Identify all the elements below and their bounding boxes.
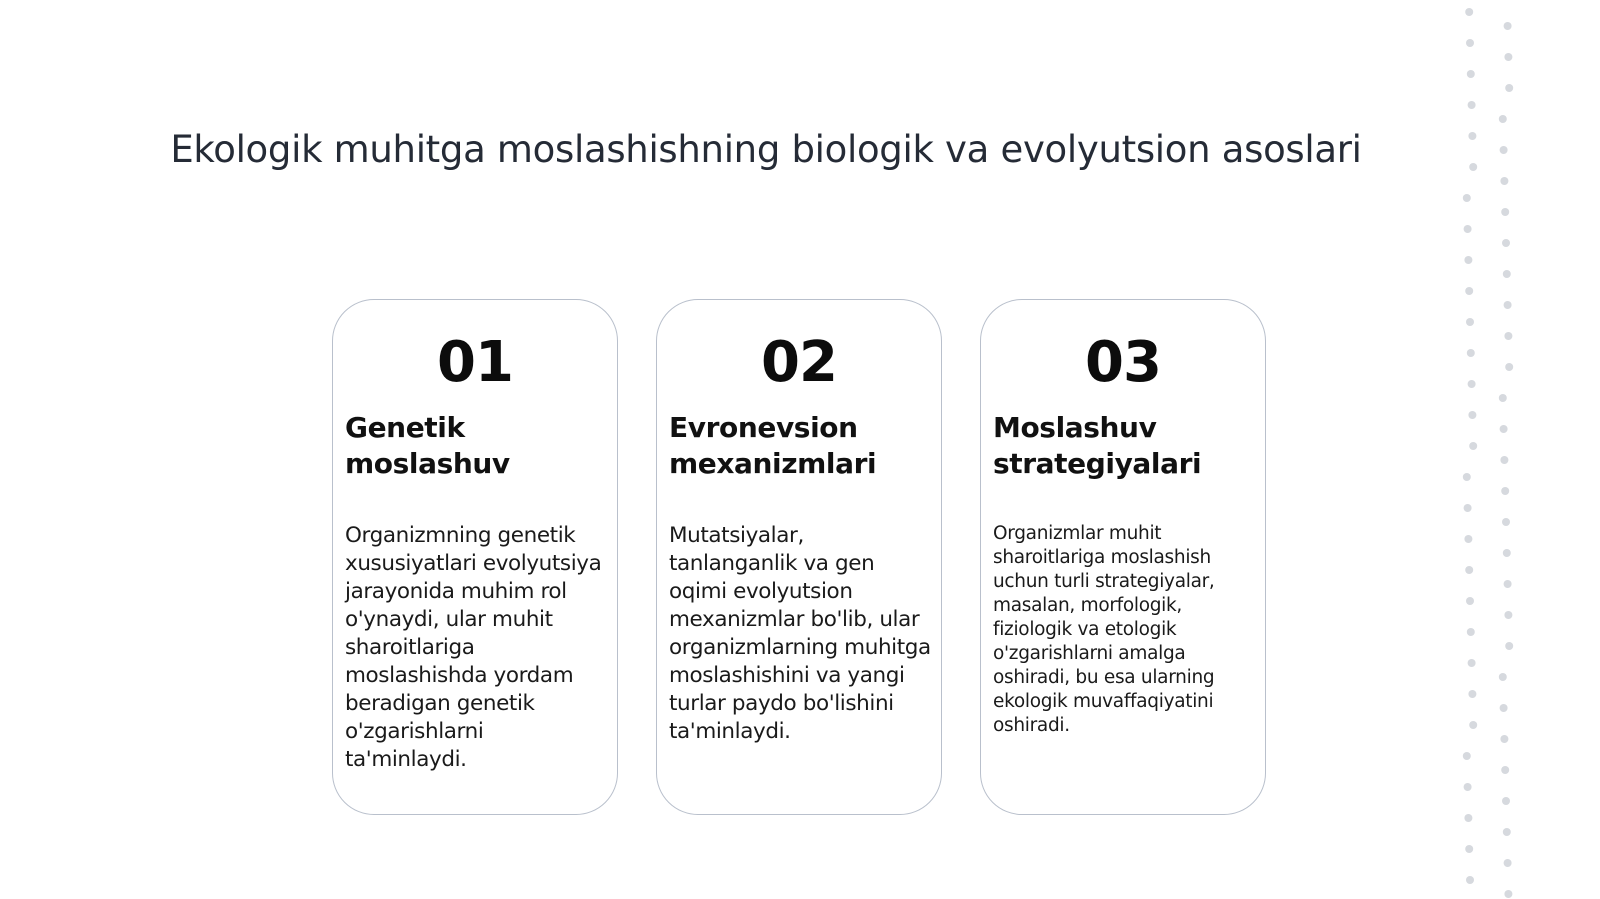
decor-dot: [1466, 318, 1474, 326]
decor-dot: [1469, 442, 1477, 450]
decor-dot: [1468, 380, 1476, 388]
decor-dot: [1503, 828, 1511, 836]
decor-dot: [1505, 84, 1513, 92]
decor-dot: [1466, 39, 1474, 47]
decor-dot: [1504, 580, 1512, 588]
decor-dot: [1468, 690, 1476, 698]
decor-dot: [1500, 425, 1508, 433]
decor-dot: [1464, 783, 1472, 791]
card-number: 03: [1085, 330, 1161, 395]
decor-dot: [1504, 332, 1512, 340]
card-heading: Genetik moslashuv: [345, 411, 510, 480]
decor-dot: [1499, 394, 1507, 402]
decor-dot: [1503, 270, 1511, 278]
decor-dot: [1465, 845, 1473, 853]
decor-dot: [1504, 22, 1512, 30]
decor-dot: [1504, 859, 1512, 867]
decor-dot: [1465, 8, 1473, 16]
card-heading: Moslashuv strategiyalari: [993, 411, 1202, 480]
decorative-dot-pattern: [1450, 0, 1530, 899]
decor-dot: [1501, 208, 1509, 216]
decor-dot: [1468, 132, 1476, 140]
decor-dot: [1500, 704, 1508, 712]
card-number: 01: [437, 330, 513, 395]
card-genetic-adaptation: [332, 299, 618, 815]
card-adaptation-strategies: [980, 299, 1266, 815]
decor-dot: [1465, 287, 1473, 295]
decor-dot: [1501, 766, 1509, 774]
decor-dot: [1464, 814, 1472, 822]
decor-dot: [1463, 473, 1471, 481]
decor-dot: [1504, 611, 1512, 619]
decor-dot: [1467, 628, 1475, 636]
decor-dot: [1464, 504, 1472, 512]
decor-dot: [1504, 890, 1512, 898]
decor-dot: [1500, 146, 1508, 154]
card-evolution-mechanisms: [656, 299, 942, 815]
decor-dot: [1502, 797, 1510, 805]
decor-dot: [1502, 239, 1510, 247]
decor-dot: [1500, 456, 1508, 464]
decor-dot: [1466, 876, 1474, 884]
decor-dot: [1501, 487, 1509, 495]
decor-dot: [1502, 518, 1510, 526]
decor-dot: [1468, 659, 1476, 667]
decor-dot: [1467, 349, 1475, 357]
decor-dot: [1500, 177, 1508, 185]
decor-dot: [1505, 363, 1513, 371]
decor-dot: [1504, 53, 1512, 61]
decor-dot: [1466, 597, 1474, 605]
card-body-text: Organizmning genetik xususiyatlari evolyutsiya jarayonida muhim rol o'ynaydi, ular muhit sharoitlariga moslashishda yordam beradigan genetik o'zgarishlarni ta'minlaydi.: [345, 523, 602, 772]
decor-dot: [1467, 70, 1475, 78]
decor-dot: [1503, 549, 1511, 557]
decor-dot: [1499, 673, 1507, 681]
card-body-text: Mutatsiyalar, tanlanganlik va gen oqimi evolyutsion mexanizmlar bo'lib, ular organizmlarning muhitga moslashishini va yangi turlar paydo bo'lishini ta'minlaydi.: [669, 523, 931, 744]
decor-dot: [1468, 101, 1476, 109]
decor-dot: [1505, 642, 1513, 650]
slide-title: Ekologik muhitga moslashishning biologik va evolyutsion asoslari: [170, 128, 1362, 171]
decor-dot: [1499, 115, 1507, 123]
decor-dot: [1464, 256, 1472, 264]
card-number: 02: [761, 330, 837, 395]
card-heading: Evronevsion mexanizmlari: [669, 411, 877, 480]
decor-dot: [1500, 735, 1508, 743]
decor-dot: [1464, 225, 1472, 233]
decor-dot: [1464, 535, 1472, 543]
decor-dot: [1469, 163, 1477, 171]
decor-dot: [1468, 411, 1476, 419]
decor-dot: [1469, 721, 1477, 729]
card-body-text: Organizmlar muhit sharoitlariga moslashish uchun turli strategiyalar, masalan, morfologik, fiziologik va etologik o'zgarishlarni amalga oshiradi, bu esa ularning ekologik muvaffaqiyatini oshiradi.: [993, 523, 1215, 736]
decor-dot: [1463, 194, 1471, 202]
decor-dot: [1463, 752, 1471, 760]
decor-dot: [1504, 301, 1512, 309]
decor-dot: [1465, 566, 1473, 574]
